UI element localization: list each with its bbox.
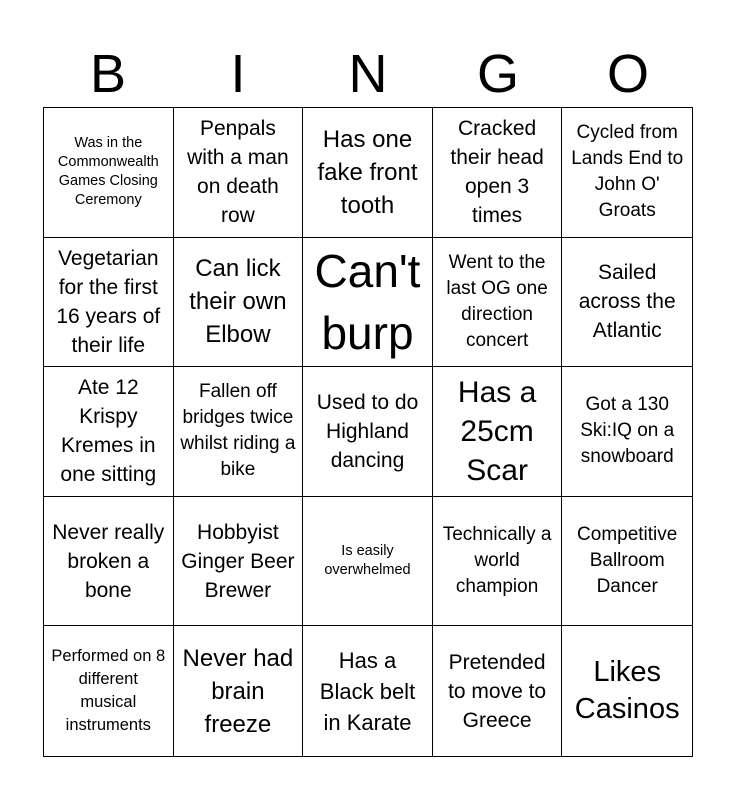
cell-text: Used to do Highland dancing <box>316 390 419 472</box>
bingo-cell[interactable] <box>433 497 563 627</box>
cell-text: Fallen off bridges twice whilst riding a bike <box>180 381 296 481</box>
cell-text: Competitive Ballroom Dancer <box>577 524 678 598</box>
header-letter-g: G <box>476 44 519 104</box>
bingo-cell[interactable] <box>433 367 563 497</box>
bingo-cell[interactable] <box>562 238 692 368</box>
bingo-cell[interactable] <box>303 497 433 627</box>
cell-text: Has a Black belt in Karate <box>319 647 416 735</box>
cell-text: Cycled from Lands End to John O' Groats <box>571 122 684 222</box>
bingo-cell[interactable] <box>433 238 563 368</box>
cell-text: Penpals with a man on death row <box>187 117 289 228</box>
cell-text: Likes Casinos <box>574 656 680 726</box>
cell-text: Has a 25cm Scar <box>457 375 537 487</box>
cell-text: Is easily overwhelmed <box>324 543 411 579</box>
bingo-board <box>43 107 693 757</box>
bingo-cell[interactable] <box>562 626 692 756</box>
cell-text: Never really broken a bone <box>52 520 165 602</box>
cell-text: Can't burp <box>314 244 421 359</box>
cell-text: Went to the last OG one direction concert <box>446 251 548 351</box>
bingo-cell[interactable] <box>303 108 433 238</box>
cell-text: Cracked their head open 3 times <box>450 117 544 228</box>
bingo-cell[interactable] <box>562 108 692 238</box>
cell-text: Sailed across the Atlantic <box>578 261 676 343</box>
bingo-cell[interactable] <box>44 497 174 627</box>
header-letter-o: O <box>606 44 649 104</box>
bingo-cell[interactable] <box>433 626 563 756</box>
cell-text: Was in the Commonwealth Games Closing Ceremony <box>57 135 159 209</box>
header-letter-i: I <box>230 44 246 104</box>
bingo-cell[interactable] <box>303 238 433 368</box>
cell-text: Never had brain freeze <box>182 644 294 738</box>
header-letter-b: B <box>89 44 127 104</box>
cell-text: Performed on 8 different musical instruments <box>51 647 166 735</box>
cell-text: Got a 130 Ski:IQ on a snowboard <box>580 394 675 468</box>
cell-text: Technically a world champion <box>442 524 552 598</box>
cell-text: Hobbyist Ginger Beer Brewer <box>181 520 295 602</box>
bingo-cell[interactable] <box>44 108 174 238</box>
bingo-cell[interactable] <box>562 497 692 627</box>
cell-text: Has one fake front tooth <box>317 125 418 219</box>
bingo-cell[interactable] <box>433 108 563 238</box>
bingo-header <box>43 40 693 108</box>
bingo-cell[interactable] <box>44 367 174 497</box>
bingo-cell[interactable] <box>303 367 433 497</box>
bingo-cell[interactable] <box>174 367 304 497</box>
cell-text: Ate 12 Krispy Kremes in one sitting <box>60 376 157 487</box>
bingo-cell[interactable] <box>44 626 174 756</box>
cell-text: Can lick their own Elbow <box>189 255 287 349</box>
bingo-cell[interactable] <box>174 626 304 756</box>
bingo-cell[interactable] <box>303 626 433 756</box>
bingo-cell[interactable] <box>44 238 174 368</box>
bingo-cell[interactable] <box>562 367 692 497</box>
header-letter-n: N <box>348 44 388 104</box>
bingo-cell[interactable] <box>174 238 304 368</box>
cell-text: Vegetarian for the first 16 years of their life <box>56 246 161 357</box>
bingo-cell[interactable] <box>174 497 304 627</box>
bingo-cell[interactable] <box>174 108 304 238</box>
cell-text: Pretended to move to Greece <box>448 650 547 732</box>
